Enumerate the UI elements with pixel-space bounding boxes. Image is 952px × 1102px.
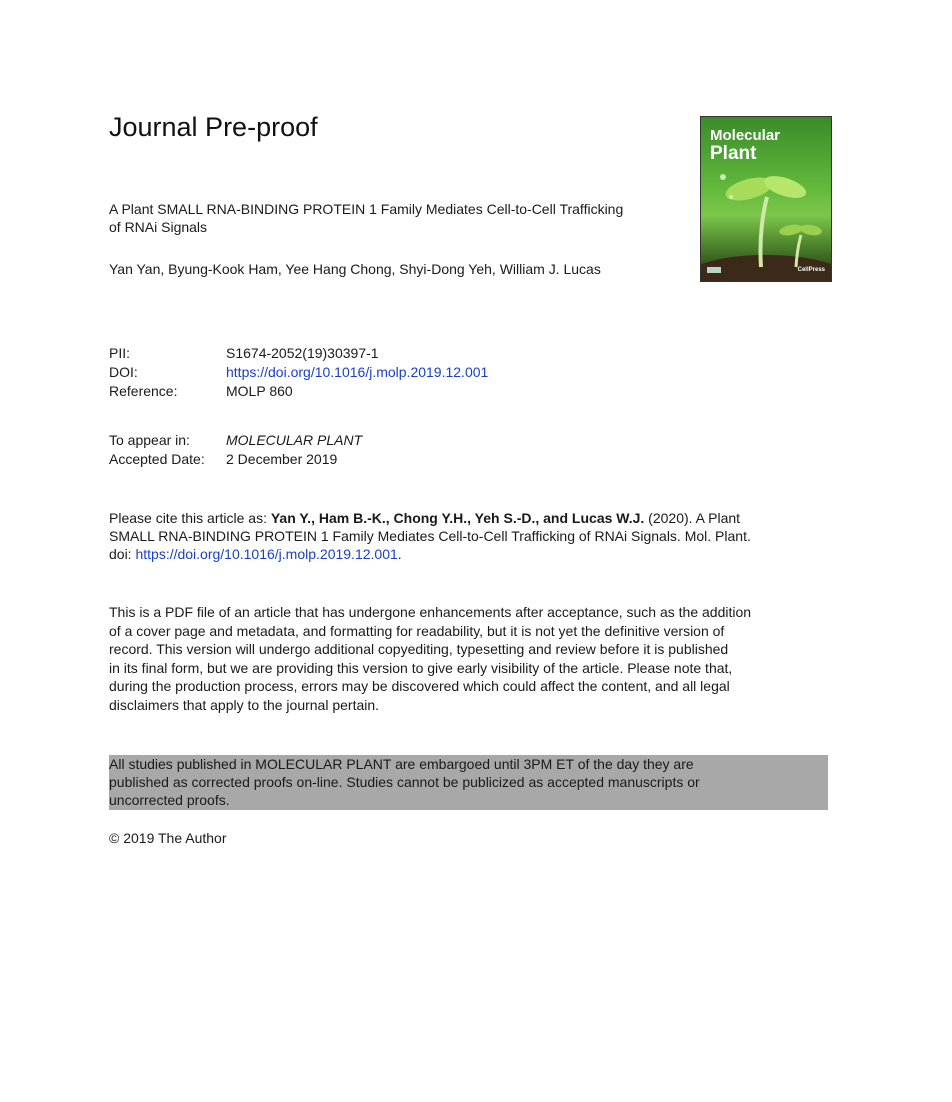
- reference-label: Reference:: [109, 383, 178, 399]
- embargo-notice: [109, 755, 828, 810]
- accepted-label: Accepted Date:: [109, 451, 205, 467]
- citation-doi-link[interactable]: https://doi.org/10.1016/j.molp.2019.12.001: [135, 546, 398, 562]
- citation-doi-prefix: doi:: [109, 546, 136, 562]
- article-title: [109, 200, 709, 236]
- citation-block: [109, 509, 839, 563]
- citation-prefix: Please cite this article as:: [109, 510, 271, 526]
- notice-line: record. This version will undergo additional copyediting, typesetting and review before it is published: [109, 641, 729, 657]
- citation-middle: (2020). A Plant: [644, 510, 741, 526]
- reference-value: MOLP 860: [226, 383, 293, 399]
- embargo-line: published as corrected proofs on-line. Studies cannot be publicized as accepted manuscripts or: [109, 774, 700, 790]
- cover-title: [710, 127, 780, 163]
- notice-line: of a cover page and metadata, and formatting for readability, but it is not yet the definitive version of: [109, 622, 725, 639]
- pii-label: PII:: [109, 345, 131, 361]
- citation-line1: [109, 509, 839, 527]
- pii-value: S1674-2052(19)30397-1: [226, 345, 379, 361]
- doi-label: DOI:: [109, 364, 138, 380]
- embargo-line: uncorrected proofs.: [109, 792, 230, 808]
- page-header-title: Journal Pre-proof: [109, 112, 318, 142]
- cover-title-line2: Plant: [710, 143, 757, 164]
- cover-badge: [707, 267, 721, 273]
- accepted-value: 2 December 2019: [226, 451, 338, 467]
- appear-label: To appear in:: [109, 432, 190, 448]
- journal-cover-image: [700, 116, 832, 282]
- article-title-line2: of RNAi Signals: [109, 219, 208, 235]
- notice-line: in its final form, but we are providing this version to give early visibility of the article. Please note that,: [109, 659, 733, 676]
- notice-line: disclaimers that apply to the journal pertain.: [109, 696, 380, 713]
- citation-doi-suffix: .: [397, 546, 402, 562]
- appear-value: MOLECULAR PLANT: [226, 432, 363, 448]
- cover-title-line1: Molecular: [710, 127, 781, 144]
- copyright-notice: © 2019 The Author: [109, 830, 227, 846]
- notice-paragraph: [109, 603, 839, 714]
- notice-line: during the production process, errors may be discovered which could affect the content, and all legal: [109, 678, 730, 694]
- article-title-line1: A Plant SMALL RNA-BINDING PROTEIN 1 Family Mediates Cell-to-Cell Trafficking: [109, 201, 624, 217]
- citation-line2: SMALL RNA-BINDING PROTEIN 1 Family Mediates Cell-to-Cell Trafficking of RNAi Signals. Mol. Plant.: [109, 528, 751, 544]
- notice-line: This is a PDF file of an article that has undergone enhancements after acceptance, such as the addition: [109, 604, 752, 620]
- article-authors: Yan Yan, Byung-Kook Ham, Yee Hang Chong, Shyi-Dong Yeh, William J. Lucas: [109, 261, 601, 277]
- doi-link[interactable]: https://doi.org/10.1016/j.molp.2019.12.001: [226, 364, 489, 380]
- embargo-line: All studies published in MOLECULAR PLANT are embargoed until 3PM ET of the day they are: [109, 756, 694, 772]
- citation-authors: Yan Y., Ham B.-K., Chong Y.H., Yeh S.-D., and Lucas W.J.: [270, 510, 645, 526]
- citation-line3: [109, 545, 839, 563]
- cover-publisher: CellPress: [797, 267, 825, 273]
